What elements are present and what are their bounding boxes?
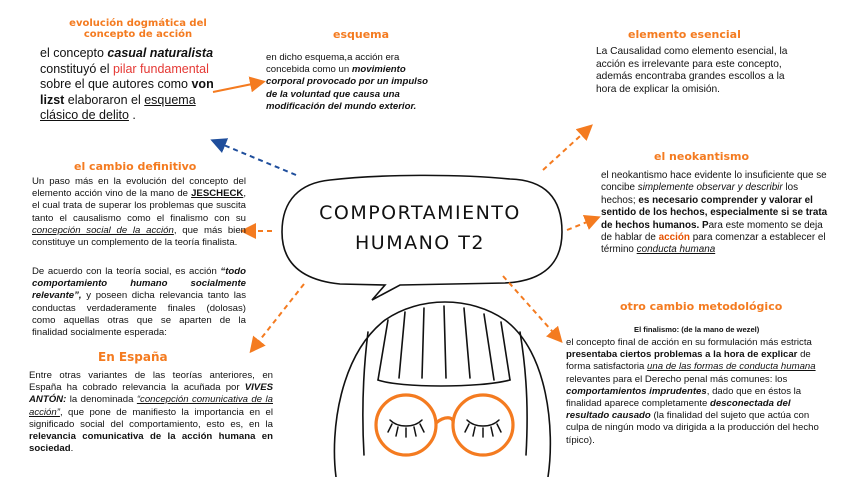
- elemento-text: La Causalidad como elemento esencial, la acción es irrelevante para este concepto, además encontraba grandes escollos a la hora de explicar la omisión.: [596, 46, 788, 95]
- metodologico-text: el concepto final de acción en su formulación más estricta presentaba ciertos problemas a la hora de explicar de forma satisfactoria una de las formas de conducta humana relevantes para el Derecho penal más comunes: los comportamientos imprudentes, dado que en éstos la finalidad aparece completamente desconectada del resultado causado (la finalidad del sujeto que actúa con culpa de ningún modo va dirigida a la producción del hecho típico).: [566, 337, 819, 446]
- neokantismo-title: el neokantismo: [654, 150, 750, 163]
- arrow-to-evolucion: [214, 141, 296, 175]
- arrow-to-metodologico: [503, 276, 560, 340]
- metodologico-title: otro cambio metodológico: [620, 300, 783, 313]
- espana-title: En España: [98, 350, 168, 364]
- closed-eyes-icon: [388, 420, 501, 437]
- cambio-text-1: Un paso más en la evolución del concepto del elemento acción vino de la mano de JESCHECK, el cual trata de superar los problemas que suscita tanto el causalismo como el finalismo con su concepción social de la acción, que más bien constituye un complemento de la teoría finalista.: [32, 176, 246, 249]
- metodologico-subtitle: El finalismo: (de la mano de wezel): [634, 325, 760, 334]
- esquema-text: en dicho esquema,a acción era concebida como un movimiento corporal provocado por un impulso de la voluntad que causa una modificación del mundo exterior.: [266, 52, 429, 112]
- esquema-title: esquema: [333, 28, 390, 41]
- evolucion-title: evolución dogmática del concepto de acción: [69, 18, 207, 40]
- center-title-line2: HUMANO T2: [355, 232, 485, 254]
- elemento-title: elemento esencial: [628, 28, 741, 41]
- arrow-to-elemento: [543, 127, 590, 170]
- center-title: [300, 198, 540, 258]
- arrow-to-espana: [252, 284, 304, 350]
- arrow-to-neokantismo: [567, 218, 597, 230]
- girl-illustration: [334, 302, 550, 477]
- evolucion-text: el concepto casual naturalista constituyó el pilar fundamental sobre el que autores como von lizst elaboraron el esquema clásico de delito .: [40, 46, 214, 123]
- espana-text: Entre otras variantes de las teorías anteriores, en España ha cobrado relevancia la acuñada por VIVES ANTÓN: la denominada “concepción comunicativa de la acción”, que pone de manifiesto la importancia en el significado social del comportamiento, esto es, en la relevancia comunicativa de la acción humana en sociedad.: [29, 370, 273, 455]
- neokantismo-text: el neokantismo hace evidente lo insuficiente que se concibe simplemente observar y describir los hechos; es necesario comprender y valorar el sentido de los hechos, especialmente si se trata de hechos humanos. Para este momento se deja de hablar de acción para comenzar a establecer el término conducta humana: [601, 170, 828, 256]
- cambio-text-2: De acuerdo con la teoría social, es acción “todo comportamiento humano socialmente relevante”, y poseen dicha relevancia tanto las conductas verdaderamente finales (dolosas) como aquellas otras que se aparten de la finalidad socialmente esperada:: [32, 266, 246, 339]
- arrow-to-esquema: [213, 82, 262, 92]
- cambio-title: el cambio definitivo: [74, 160, 197, 173]
- center-title-line1: COMPORTAMIENTO: [319, 202, 521, 224]
